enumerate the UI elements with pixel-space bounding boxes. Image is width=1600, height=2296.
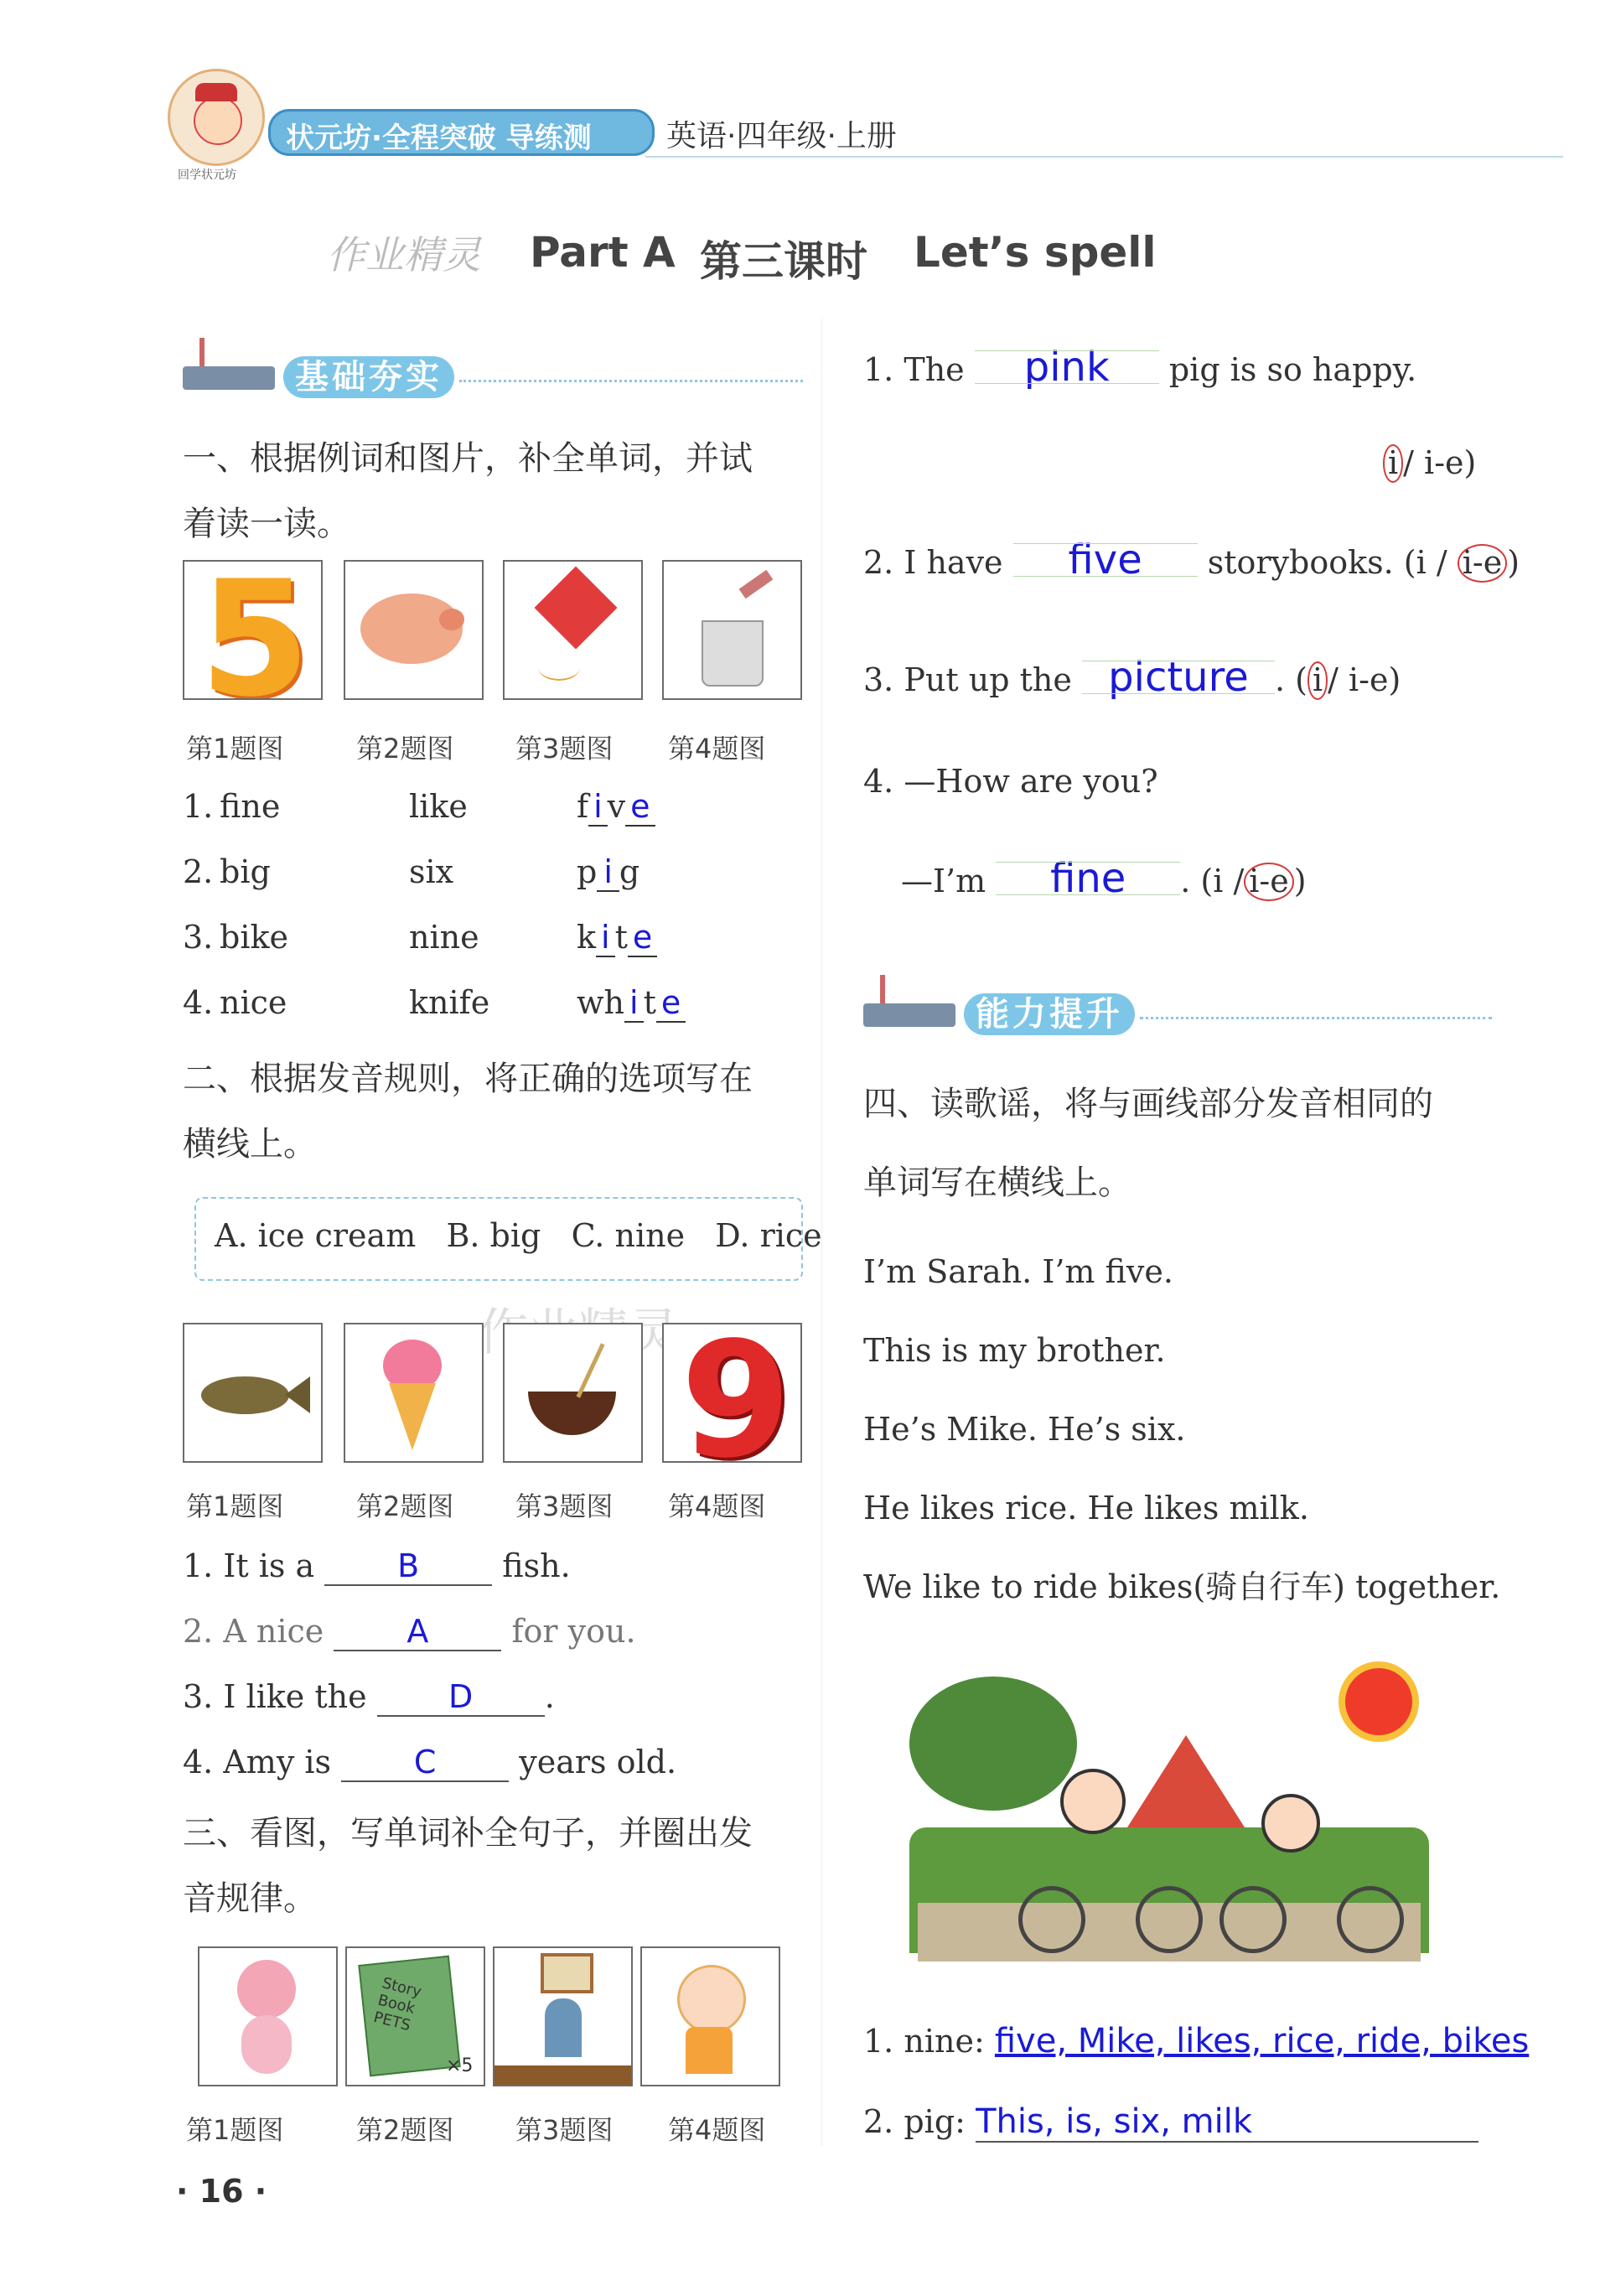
logo-face bbox=[194, 96, 242, 145]
series-text: 状元坊·全程突破 导练测 bbox=[286, 122, 592, 155]
section-ability-title: 能力提升 bbox=[964, 993, 1135, 1035]
header-rule bbox=[645, 156, 1563, 158]
q1-example-word: six bbox=[409, 853, 454, 890]
q1-pic-white bbox=[662, 560, 802, 700]
bike-wheel bbox=[1337, 1886, 1404, 1953]
q1-row-3: 3. bike nine k i t e bbox=[183, 919, 820, 961]
number-five: 5 bbox=[199, 560, 311, 700]
q1-example-word: knife bbox=[409, 984, 490, 1021]
q3-pic-picture bbox=[493, 1946, 633, 2086]
q2-options: A. ice cream B. big C. nine D. rice bbox=[215, 1217, 822, 1254]
q3-item-2: 2. I have five storybooks. (i / i-e ) bbox=[863, 536, 1520, 583]
title-watermark: 作业精灵 bbox=[327, 232, 481, 277]
sun-icon bbox=[1345, 1668, 1412, 1735]
poem-line: He likes rice. He likes milk. bbox=[863, 1490, 1309, 1526]
poem-line: He’s Mike. He’s six. bbox=[863, 1411, 1186, 1448]
q2-instruction: 二、根据发音规则，将正确的选项写在 横线上。 bbox=[183, 1060, 753, 1164]
section-ability bbox=[863, 993, 1500, 1040]
logo-subtext: 回学状元坊 bbox=[178, 168, 236, 182]
book-count: ×5 bbox=[446, 2055, 474, 2076]
q3-item-3: 3. Put up the picture . ( i / i-e) bbox=[863, 654, 1401, 701]
q1-caption-3: 第3题图 bbox=[515, 733, 614, 764]
q1-row-4: 4. nice knife wh i t e bbox=[183, 984, 820, 1026]
number-nine: 9 bbox=[681, 1323, 792, 1463]
q1-row-2: 2. big six p i g bbox=[183, 853, 640, 890]
q3-caption-1: 第1题图 bbox=[186, 2114, 284, 2146]
bike-illustration bbox=[909, 1643, 1429, 1970]
tree bbox=[909, 1677, 1077, 1811]
q2-pic-icecream bbox=[344, 1323, 484, 1463]
q2-options-box bbox=[194, 1197, 822, 1281]
q4-instruction: 四、读歌谣，将与画线部分发音相同的 单词写在横线上。 bbox=[863, 1085, 1433, 1202]
q4-answer-2: 2. pig: This, is, six, milk bbox=[863, 2102, 1584, 2143]
q3-pic-books bbox=[345, 1946, 485, 2086]
q3-answer-blank: five bbox=[1013, 536, 1198, 583]
q2-item-3: 3. I like the D . bbox=[183, 1678, 555, 1715]
q3-answer-blank: fine bbox=[996, 855, 1180, 902]
picture-frame-icon bbox=[541, 1953, 593, 1993]
q2-caption-2: 第2题图 bbox=[356, 1490, 454, 1522]
q2-item-4: 4. Amy is C years old. bbox=[183, 1744, 677, 1780]
q2-answer-blank: B bbox=[324, 1547, 492, 1586]
q1-blank-word: wh i t e bbox=[577, 984, 686, 1021]
section-basic bbox=[183, 356, 803, 403]
q1-pic-kite bbox=[503, 560, 643, 700]
q1-instruction: 一、根据例词和图片，补全单词，并试 着读一读。 bbox=[183, 439, 753, 543]
q4-answer-text: five, Mike, likes, rice, ride, bikes bbox=[994, 2022, 1530, 2060]
q1-row-1 bbox=[183, 788, 820, 830]
q1-example-word: bike bbox=[220, 919, 288, 956]
q3-pic-girl bbox=[640, 1946, 780, 2086]
q1-example-word: big bbox=[220, 853, 271, 890]
q3-answer-blank: picture bbox=[1082, 654, 1275, 701]
q3-caption-3: 第3题图 bbox=[515, 2114, 614, 2146]
q2-pic-fish bbox=[183, 1323, 323, 1463]
q2-answer-blank: C bbox=[341, 1744, 509, 1782]
q4-answer-text: This, is, six, milk bbox=[976, 2102, 1478, 2143]
bike-wheel bbox=[1018, 1886, 1085, 1953]
q1-blank-word: k i t e bbox=[577, 919, 657, 956]
q1-example-word: nine bbox=[409, 919, 479, 956]
q3-pic-pig bbox=[198, 1946, 338, 2086]
boy-icon bbox=[1060, 1769, 1126, 1834]
q3-caption-4: 第4题图 bbox=[668, 2114, 766, 2146]
title-part: Part A bbox=[530, 228, 676, 277]
q1-pic-pig bbox=[344, 560, 484, 700]
q3-item-1-options: i / i-e) bbox=[1383, 444, 1476, 483]
q2-answer-blank: D bbox=[377, 1678, 545, 1717]
q1-caption-2: 第2题图 bbox=[356, 733, 454, 764]
q2-caption-3: 第3题图 bbox=[515, 1490, 614, 1522]
pencil-icon bbox=[863, 1003, 955, 1027]
poem-line: This is my brother. bbox=[863, 1332, 1166, 1369]
logo-hat bbox=[195, 83, 237, 101]
q2-item-2: 2. A nice A for you. bbox=[183, 1613, 636, 1650]
q2-caption-4: 第4题图 bbox=[668, 1490, 766, 1522]
q1-blank-word: f i v e bbox=[577, 788, 655, 825]
rice-bowl-icon bbox=[528, 1392, 616, 1435]
poem-line: We like to ride bikes(骑自行车) together. bbox=[863, 1568, 1501, 1605]
q2-pic-rice bbox=[503, 1323, 643, 1463]
page-number: · 16 · bbox=[176, 2173, 267, 2210]
q4-answer-1: 1. nine: five, Mike, likes, rice, ride, bikes bbox=[863, 2022, 1530, 2060]
fish-icon bbox=[201, 1376, 289, 1414]
bike-wheel bbox=[1136, 1886, 1203, 1953]
series-banner bbox=[268, 109, 655, 156]
title-lesson: 第三课时 bbox=[700, 237, 867, 286]
q2-item-1: 1. It is a B fish. bbox=[183, 1547, 571, 1584]
title-topic: Let’s spell bbox=[914, 228, 1157, 277]
q2-answer-blank: A bbox=[334, 1613, 501, 1651]
kite-icon bbox=[535, 567, 618, 650]
poem-line: I’m Sarah. I’m five. bbox=[863, 1253, 1173, 1290]
section-dots bbox=[459, 380, 803, 382]
section-basic-title: 基础夯实 bbox=[283, 356, 454, 398]
bike-wheel bbox=[1219, 1886, 1287, 1953]
section-dots bbox=[1140, 1017, 1492, 1019]
q1-pic-five bbox=[183, 560, 323, 700]
q1-caption-4: 第4题图 bbox=[668, 733, 766, 764]
girl-icon bbox=[1261, 1794, 1320, 1853]
logo bbox=[168, 69, 265, 166]
q1-row-num: 1. bbox=[183, 788, 214, 825]
q4-poem bbox=[863, 1232, 1567, 1626]
q2-caption-1: 第1题图 bbox=[186, 1490, 284, 1522]
q3-caption-2: 第2题图 bbox=[356, 2114, 454, 2146]
q1-example-word: fine bbox=[220, 788, 281, 825]
pencil-icon bbox=[183, 366, 275, 390]
q3-item-1: 1. The pink pig is so happy. bbox=[863, 344, 1417, 391]
q1-example-word: like bbox=[409, 788, 468, 825]
subject: 英语·四年级·上册 bbox=[666, 119, 897, 153]
q2-pic-nine bbox=[662, 1323, 802, 1463]
pink-pig-icon bbox=[237, 1960, 296, 2019]
book-text: Story Book PETS bbox=[371, 1974, 423, 2035]
q3-answer-blank: pink bbox=[975, 344, 1159, 391]
q1-example-word: nice bbox=[220, 984, 287, 1021]
q3-instruction: 三、看图，写单词补全句子，并圈出发 音规律。 bbox=[183, 1814, 753, 1918]
q1-blank-word: p i g bbox=[577, 853, 640, 890]
paint-bucket-icon bbox=[702, 620, 764, 687]
q3-item-4-answer: —I’m fine . (i / i-e ) bbox=[901, 855, 1307, 902]
q3-item-4: 4. —How are you? bbox=[863, 763, 1158, 800]
q1-caption-1: 第1题图 bbox=[186, 733, 284, 764]
house bbox=[1127, 1735, 1245, 1827]
girl-icon bbox=[677, 1965, 746, 2034]
